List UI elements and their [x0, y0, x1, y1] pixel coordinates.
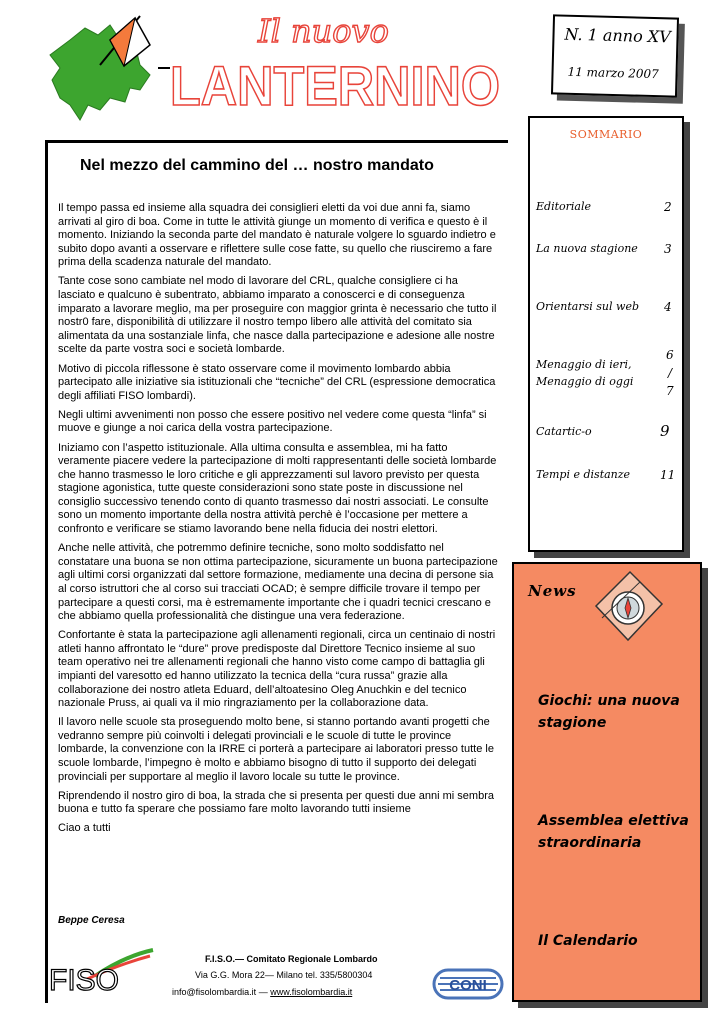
issue-number: N. 1 anno XV: [564, 24, 672, 47]
article-paragraph: Anche nelle attività, che potremmo definire tecniche, sono molto soddisfatto nel constatare una buona se non ottima partecipazione, sicuramente un buona partecipazione agli ultimi corsi organizzati dal settore formazione, mediamente una decina di persone sia al corso istruttori che al corso sui tracciati OCAD; è sempre difficile trovare il tempo per partecipare a questi corsi, ma è estremamente importante che i quadri tecnici crescano e che abbiamo quella professionalità che distingue una vera federazione.: [58, 542, 498, 623]
article-paragraph: Il lavoro nelle scuole sta proseguendo molto bene, si stanno portando avanti progetti che vedranno sempre più coinvolti i delegati provinciali e le scuole di tutte le province lombarde, la convenzione con la IRRE ci porterà a partecipare ai laboratori presso tutte le scuole lombarde, l’impegno è molto e abbiamo bisogno di tutto il supporto dei delegati provinciali per supportare al meglio il lavoro locale su tutte le province.: [58, 716, 494, 783]
toc-item-catartic-o[interactable]: Catartic-o: [536, 425, 592, 438]
toc-item-editoriale[interactable]: Editoriale: [536, 200, 591, 213]
footer-email[interactable]: info@fisolombardia.it: [172, 987, 257, 997]
news-title: News: [528, 582, 577, 600]
footer-website-link[interactable]: www.fisolombardia.it: [270, 987, 353, 997]
news-item-line: Il Calendario: [538, 933, 638, 949]
toc-page: 7: [666, 384, 674, 398]
toc-page-separator: /: [668, 366, 673, 380]
article-paragraph: Ciao a tutti: [58, 822, 111, 835]
toc-item-nuova-stagione[interactable]: La nuova stagione: [536, 242, 638, 255]
title-small: Il nuovo: [258, 12, 389, 50]
issue-box: [551, 14, 679, 97]
toc-page: 9: [660, 422, 670, 440]
svg-text:CONI: CONI: [449, 977, 487, 994]
lanternino-logo: [40, 10, 510, 140]
news-box: [512, 562, 702, 1002]
footer-organization: F.I.S.O.— Comitato Regionale Lombardo: [205, 954, 378, 964]
title-big: LANTERNINO: [170, 54, 500, 117]
article-body: [58, 202, 498, 842]
sommario-title: SOMMARIO: [569, 128, 643, 141]
article-paragraph: Iniziamo con l’aspetto istituzionale. Alla ultima consulta e assemblea, mi ha fatto veramente piacere vedere la partecipazione di molti rappresentanti delle società lombarde che hanno trasmesso le loro critiche e gli apprezzamenti sul lavoro previsto per questa stagione agonistica, tutte queste considerazioni sono state poste in discussione nel consiglio successivo tenendo conto di quanto trasmesso dai nostri associati. Le consulte sono un momento importante della nostra attività perchè è l’occasione per mettere a confronto e verificare se stiamo lavorando bene nella fiducia dei nostri elettori.: [58, 441, 497, 536]
toc-page: 4: [664, 300, 672, 314]
news-item-assemblea[interactable]: [538, 810, 689, 854]
toc-item-menaggio-line2[interactable]: Menaggio di oggi: [536, 375, 634, 388]
coni-logo: [432, 966, 504, 1002]
news-item-giochi[interactable]: [538, 690, 680, 734]
article-paragraph: Tante cose sono cambiate nel modo di lavorare del CRL, qualche consigliere ci ha lasciato e qualcuno è subentrato, abbiamo imparato a conoscerci e di conseguenza imparato a lavorare meglio, ma per proseguire con maggior grinta è necessario che tutto il nostr0 fare, disponibilità di utilizzare il nostro tempo libero alle attività del comitato sia alimentata da una sostanziale linfa, che nasce dalla partecipazione e adesione alle nostre scelte da parte vostra soci e società lombarde.: [58, 275, 497, 356]
compass-icon: [588, 568, 668, 648]
toc-item-orientarsi-web[interactable]: Orientarsi sul web: [536, 300, 639, 313]
toc-page: 6: [666, 348, 674, 362]
issue-date: 11 marzo 2007: [567, 64, 659, 82]
footer-address: Via G.G. Mora 22— Milano tel. 335/5800304: [195, 970, 373, 980]
fiso-logo: [45, 946, 155, 994]
article-paragraph: Motivo di piccola riflessone è stato osservare come il movimento lombardo abbia partecipato alle iniziative sia istituzionali che “tecniche” del CRL (espressione democratica degli affiliati FISO lombardi).: [58, 362, 496, 402]
svg-text:FISO: FISO: [49, 964, 120, 994]
article-paragraph: Riprendendo il nostro giro di boa, la strada che si presenta per questi due anni mi sembra buona e tutto fa sperare che possiamo fare molto lavorando tutti insieme: [58, 789, 494, 816]
toc-page: 3: [664, 242, 672, 256]
news-item-line: Assemblea elettiva: [538, 813, 689, 829]
sommario-box: [528, 116, 684, 552]
news-item-calendario[interactable]: [538, 930, 638, 952]
article-paragraph: Confortante è stata la partecipazione agli allenamenti regionali, circa un centinaio di nostri atleti hanno affrontato le “dure” prove predisposte dal Direttore Tecnico insieme al suo team operativo nei tre allenamenti regionali che hanno visto come campo di battaglia gli impianti del varesotto ed hanno utilizzato la tecnica della “cura russa” grazie alla collaborazione dei nostro atleta Eduard, dell’altoatesino Oleg Anuchkin e del tecnico nazionale Pruss, ai quali va il mio ringraziamento per la collaborazione data.: [58, 629, 496, 710]
footer-separator: —: [256, 987, 271, 997]
news-item-line: straordinaria: [538, 835, 642, 851]
article-paragraph: Negli ultimi avvenimenti non posso che essere positivo nel vedere come questa “linfa” si muove e giunge a noi carica della vostra partecipazione.: [58, 408, 487, 435]
news-item-line: Giochi: una nuova: [538, 693, 680, 709]
article-author: Beppe Ceresa: [58, 915, 125, 926]
news-item-line: stagione: [538, 715, 607, 731]
toc-page: 2: [664, 200, 672, 214]
toc-item-menaggio[interactable]: Menaggio di ieri,: [536, 358, 632, 371]
toc-item-tempi-distanze[interactable]: Tempi e distanze: [536, 468, 631, 481]
footer-contacts: [172, 987, 352, 997]
article-headline: Nel mezzo del cammino del … nostro mandato: [80, 157, 434, 174]
toc-page: 11: [660, 468, 676, 482]
article-paragraph: Il tempo passa ed insieme alla squadra dei consiglieri eletti da voi due anni fa, siamo arrivati al giro di boa. Come in tutte le attività giunge un momento di verifica e questo è il momento. Iniziando la seconda parte del mandato è naturale volgere lo sguardo indietro e subito dopo avanti a osservare e riflettere sulle cose fatte, su quello che riusciremo a fare prima della scadenza naturale del mandato.: [58, 202, 496, 269]
